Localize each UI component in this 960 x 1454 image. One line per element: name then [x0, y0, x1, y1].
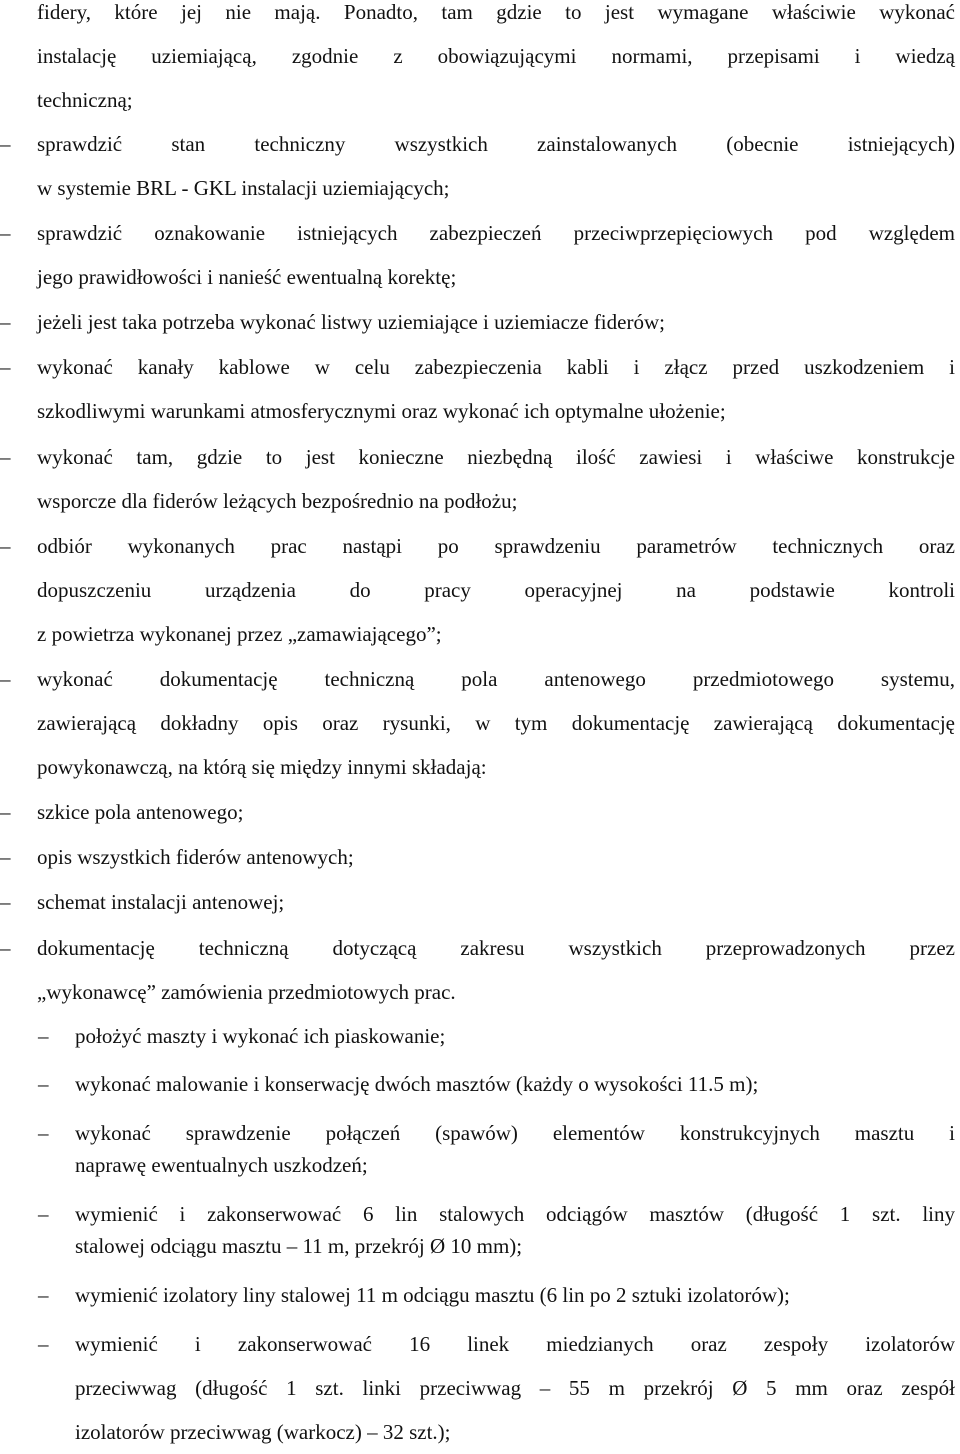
sub-list-item: [38, 1014, 955, 1058]
dash-bullet: –: [38, 1024, 49, 1048]
text-line: wykonać malowanie i konserwację dwóch masztów (każdy o wysokości 11.5 m);: [75, 1072, 759, 1096]
list-item: [0, 524, 955, 656]
text-line: wymienić i zakonserwować 6 lin stalowych odciągów masztów (długość 1 szt. liny: [75, 1202, 955, 1226]
list-item: [0, 880, 955, 924]
dash-bullet: –: [0, 445, 11, 469]
dash-bullet: –: [0, 132, 11, 156]
dash-bullet: –: [38, 1332, 49, 1356]
dash-bullet: –: [0, 667, 11, 691]
dash-bullet: –: [0, 221, 11, 245]
text-line: dokumentację techniczną dotyczącą zakresu wszystkich przeprowadzonych przez: [37, 936, 955, 960]
text-line: wykonać tam, gdzie to jest konieczne niezbędną ilość zawiesi i właściwe konstrukcje: [37, 445, 955, 469]
text-line: wykonać kanały kablowe w celu zabezpieczenia kabli i złącz przed uszkodzeniem i: [37, 355, 955, 379]
list-item: [0, 211, 955, 299]
dash-bullet: –: [38, 1072, 49, 1096]
text-line: sprawdzić oznakowanie istniejących zabezpieczeń przeciwprzepięciowych pod względem: [37, 221, 955, 245]
text-line: sprawdzić stan techniczny wszystkich zainstalowanych (obecnie istniejących): [37, 132, 955, 156]
dash-bullet: –: [0, 936, 11, 960]
sub-list-item: [38, 1117, 955, 1181]
text-line: jeżeli jest taka potrzeba wykonać listwy uziemiające i uziemiacze fiderów;: [37, 310, 665, 334]
text-line: schemat instalacji antenowej;: [37, 890, 285, 914]
dash-bullet: –: [38, 1121, 49, 1145]
dash-bullet: –: [0, 355, 11, 379]
dash-bullet: –: [0, 890, 11, 914]
text-line: naprawę ewentualnych uszkodzeń;: [75, 1153, 368, 1177]
dash-bullet: –: [38, 1202, 49, 1226]
text-line: szkodliwymi warunkami atmosferycznymi oraz wykonać ich optymalne ułożenie;: [37, 399, 726, 423]
sub-list-item: [38, 1062, 955, 1106]
intro-paragraph: [37, 0, 955, 122]
text-line: odbiór wykonanych prac nastąpi po sprawdzeniu parametrów technicznych oraz: [37, 534, 955, 558]
text-line: stalowej odciągu masztu – 11 m, przekrój Ø 10 mm);: [75, 1234, 523, 1258]
sub-list-item: [38, 1198, 955, 1262]
text-line: powykonawczą, na którą się między innymi składają:: [37, 755, 487, 779]
text-line: „wykonawcę” zamówienia przedmiotowych prac.: [37, 980, 456, 1004]
dash-bullet: –: [0, 800, 11, 824]
text-line: położyć maszty i wykonać ich piaskowanie;: [75, 1024, 446, 1048]
sub-list-item: [38, 1273, 955, 1317]
list-item: [0, 435, 955, 523]
text-line: techniczną;: [37, 88, 133, 112]
text-line: fidery, które jej nie mają. Ponadto, tam gdzie to jest wymagane właściwie wykonać: [37, 0, 955, 24]
list-item: [0, 657, 955, 789]
text-line: zawierającą dokładny opis oraz rysunki, w tym dokumentację zawierającą dokumentację: [37, 711, 955, 735]
dash-bullet: –: [0, 310, 11, 334]
list-item: [0, 122, 955, 210]
list-item: [0, 835, 955, 879]
dash-bullet: –: [38, 1283, 49, 1307]
text-line: instalację uziemiającą, zgodnie z obowiązującymi normami, przepisami i wiedzą: [37, 44, 955, 68]
text-line: jego prawidłowości i nanieść ewentualną korektę;: [37, 265, 457, 289]
sub-list-item: [38, 1322, 955, 1454]
dash-bullet: –: [0, 845, 11, 869]
text-line: z powietrza wykonanej przez „zamawiającego”;: [37, 622, 442, 646]
text-line: w systemie BRL - GKL instalacji uziemiających;: [37, 176, 450, 200]
text-line: wymienić i zakonserwować 16 linek miedzianych oraz zespoły izolatorów: [75, 1332, 955, 1356]
text-line: szkice pola antenowego;: [37, 800, 244, 824]
text-line: wymienić izolatory liny stalowej 11 m odciągu masztu (6 lin po 2 sztuki izolatorów);: [75, 1283, 790, 1307]
dash-bullet: –: [0, 534, 11, 558]
text-line: przeciwwag (długość 1 szt. linki przeciwwag – 55 m przekrój Ø 5 mm oraz zespół: [75, 1376, 955, 1400]
text-line: dopuszczeniu urządzenia do pracy operacyjnej na podstawie kontroli: [37, 578, 955, 602]
text-line: wsporcze dla fiderów leżących bezpośrednio na podłożu;: [37, 489, 518, 513]
list-item: [0, 790, 955, 834]
text-line: wykonać dokumentację techniczną pola antenowego przedmiotowego systemu,: [37, 667, 955, 691]
list-item: [0, 300, 955, 344]
text-line: wykonać sprawdzenie połączeń (spawów) elementów konstrukcyjnych masztu i: [75, 1121, 955, 1145]
list-item: [0, 926, 955, 1014]
text-line: opis wszystkich fiderów antenowych;: [37, 845, 354, 869]
list-item: [0, 345, 955, 433]
text-line: izolatorów przeciwwag (warkocz) – 32 szt.);: [75, 1420, 451, 1444]
